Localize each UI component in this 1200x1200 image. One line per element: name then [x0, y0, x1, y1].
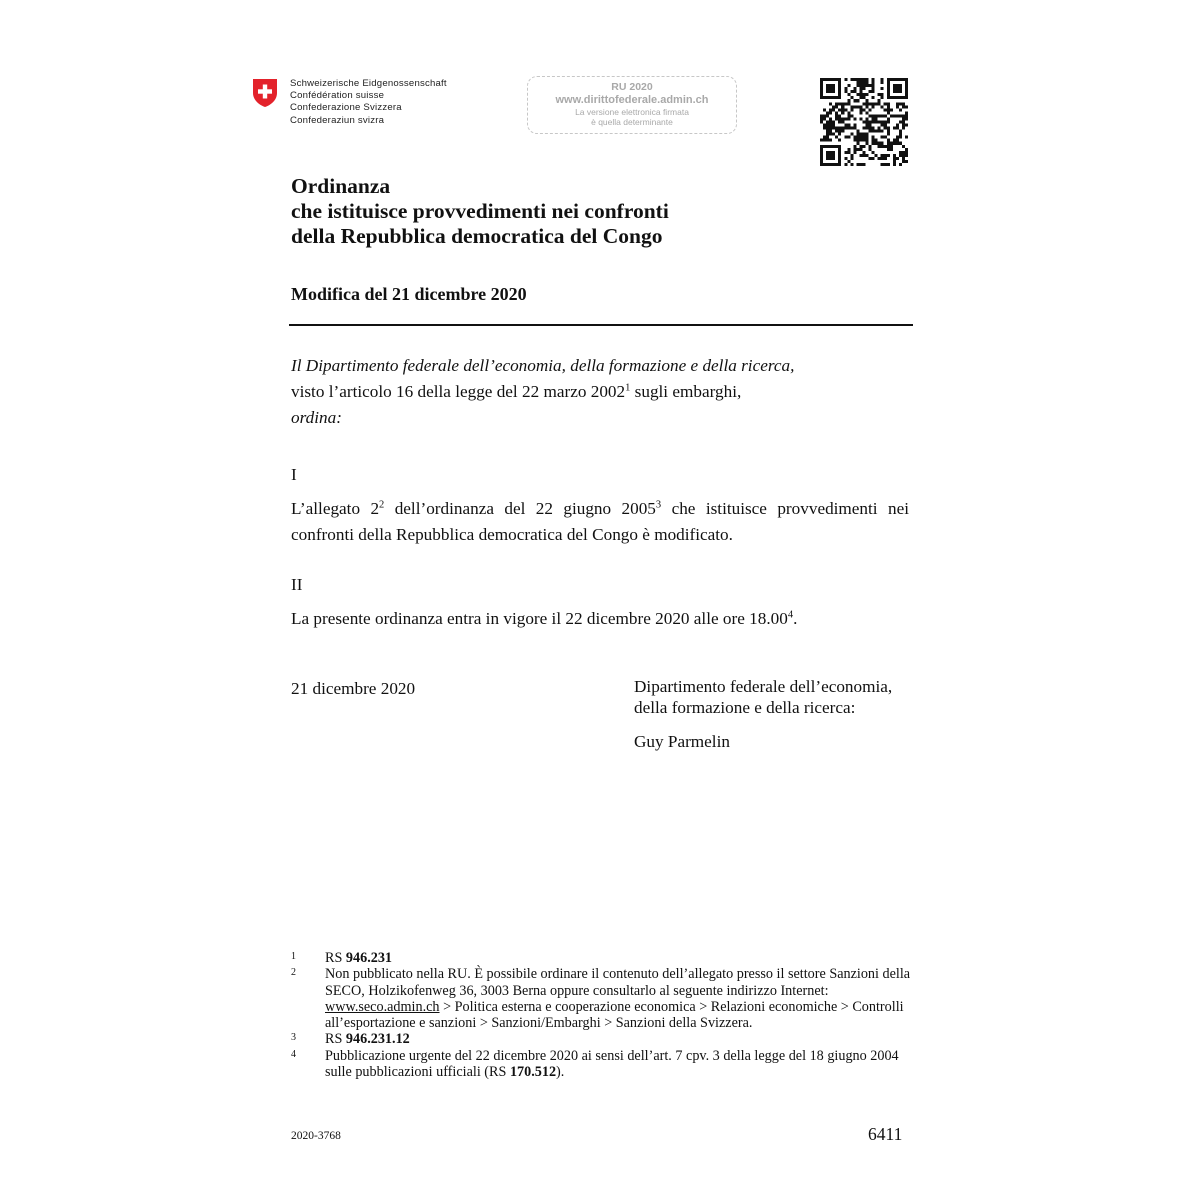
confederation-line-de: Schweizerische Eidgenossenschaft: [290, 78, 447, 89]
section-ii-text: La presente ordinanza entra in vigore il 22 dicembre 2020 alle ore 18.00: [291, 609, 788, 628]
footnote-4-text-a: Pubblicazione urgente del 22 dicembre 2020 ai sensi dell’art. 7 cpv. 3 della legge del 18 giugno 2004 sulle pubblicazioni ufficiali (RS: [325, 1047, 899, 1081]
section-i-text-a: L’allegato 2: [291, 499, 380, 518]
legal-basis-text: visto l’articolo 16 della legge del 22 marzo 2002: [291, 382, 626, 401]
footnote-ref-4: 4: [787, 609, 794, 621]
footnote-text: [325, 1048, 911, 1081]
document-title: [291, 174, 669, 249]
legal-basis-line: [291, 379, 911, 405]
section-ii-end: .: [793, 609, 798, 628]
footnote-number: 1: [291, 951, 296, 962]
footnote-text: [325, 966, 911, 1031]
title-divider: [289, 324, 913, 326]
stamp-line-3: La versione elettronica firmata: [575, 107, 689, 117]
footnote-ref-2: 2: [379, 499, 385, 511]
footnote-3: [291, 1031, 911, 1047]
footnote-1-prefix: RS: [325, 950, 346, 966]
stamp-line-2: www.dirittofederale.admin.ch: [555, 94, 709, 106]
title-line-2: che istituisce provvedimenti nei confronti: [291, 199, 669, 223]
footnote-number: 4: [291, 1048, 296, 1060]
signer-line-2: della formazione e della ricerca:: [634, 698, 856, 717]
confederation-line-it: Confederazione Svizzera: [290, 102, 402, 114]
section-heading-i: I: [291, 465, 297, 484]
confederation-line-fr: Confédération suisse: [290, 90, 385, 102]
footnote-4-text-b: ).: [556, 1064, 565, 1081]
footnote-1-rs-number: 946.231: [345, 950, 393, 966]
section-ii-paragraph: [291, 606, 909, 632]
section-i-text-b: dell’ordinanza del 22 giugno 2005: [384, 499, 656, 518]
stamp-line-4: è quella determinante: [591, 117, 673, 127]
amendment-subtitle: Modifica del 21 dicembre 2020: [291, 284, 527, 304]
issuer-line: Il Dipartimento federale dell’economia, della formazione e della ricerca,: [291, 356, 795, 375]
confederation-line-rm: Confederaziun svizra: [290, 114, 385, 126]
stamp-line-1: RU 2020: [611, 81, 653, 93]
title-line-1: Ordinanza: [291, 174, 391, 198]
section-i-paragraph: [291, 496, 909, 548]
title-line-3: della Repubblica democratica del Congo: [291, 224, 663, 248]
confederation-names: [290, 78, 447, 127]
footnote-2: [291, 966, 911, 1031]
ordains-line: ordina:: [291, 408, 342, 427]
footnote-number: 3: [291, 1032, 296, 1044]
section-i-text-c: che istituisce provvedimenti nei confronti della Repubblica democratica del Congo è modificato.: [291, 499, 909, 544]
legal-basis-text-end: sugli embarghi,: [630, 382, 742, 401]
footnote-4-rs-number: 170.512: [509, 1064, 557, 1081]
document-reference: 2020-3768: [291, 1130, 341, 1142]
preamble: [291, 353, 911, 431]
footnote-1: [291, 950, 911, 966]
qr-code-icon: [820, 78, 908, 166]
section-heading-ii: II: [291, 575, 303, 594]
footnotes: [291, 950, 911, 1080]
signing-authority: [634, 676, 892, 718]
signer-line-1: Dipartimento federale dell’economia,: [634, 677, 893, 696]
ru-stamp: [527, 76, 737, 134]
footnote-number: 2: [291, 967, 296, 979]
signature-date: 21 dicembre 2020: [291, 679, 416, 698]
footnote-3-rs-number: 946.231.12: [345, 1031, 410, 1048]
seco-link[interactable]: www.seco.admin.ch: [325, 998, 440, 1015]
page-number: 6411: [868, 1124, 903, 1144]
footnote-text: [325, 950, 911, 966]
footnote-ref-1: 1: [625, 382, 631, 394]
footnote-3-prefix: RS: [325, 1031, 346, 1048]
footnote-2-text-b: > Politica esterna e cooperazione economica > Relazioni economiche > Controlli all’esportazione e sanzioni > Sanzioni/Embarghi > Sanzioni della Svizzera.: [325, 998, 904, 1032]
footnote-4: [291, 1048, 911, 1081]
swiss-crest-icon: [252, 78, 278, 108]
footnote-2-text-a: Non pubblicato nella RU. È possibile ordinare il contenuto dell’allegato presso il settore Sanzioni della SECO, Holzikofenweg 36, 3003 Berna oppure consultarlo al seguente indirizzo Internet:: [325, 966, 911, 999]
footnote-ref-3: 3: [655, 499, 662, 511]
footnote-text: [325, 1031, 911, 1047]
signer-name: Guy Parmelin: [634, 732, 730, 751]
